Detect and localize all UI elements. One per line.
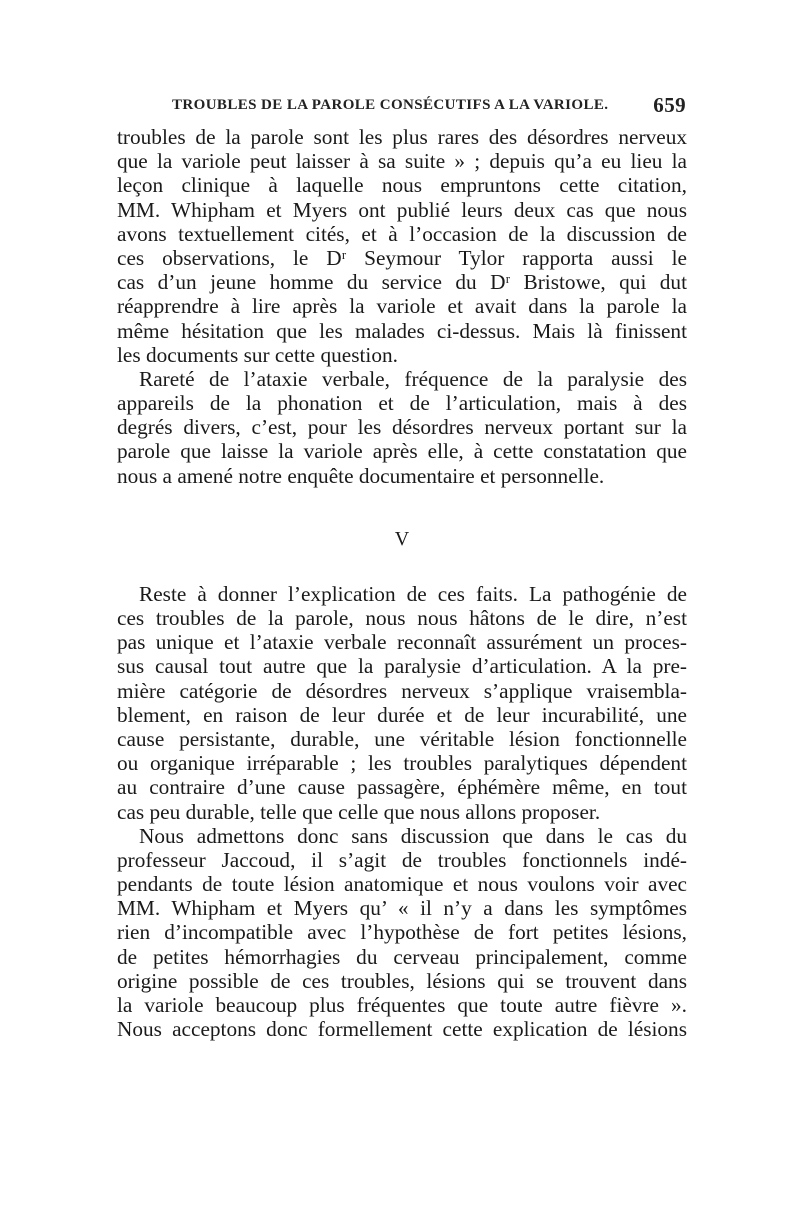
text-line: degrés divers, c’est, pour les désordres nerveux portant sur la	[117, 415, 687, 440]
paragraph-3	[117, 582, 687, 824]
text-line: appareils de la phonation et de l’articulation, mais à des	[117, 391, 687, 416]
text-line: Nous acceptons donc formellement cette explication de lésions	[117, 1017, 687, 1042]
text-line: même hésitation que les malades ci-dessus. Mais là finissent	[117, 318, 687, 343]
text-line: les documents sur cette question.	[117, 342, 398, 367]
section-heading: V	[394, 527, 410, 550]
text-line: leçon clinique à laquelle nous empruntons cette citation,	[117, 173, 687, 198]
text-line: sus causal tout autre que la paralysie d’articulation. A la pre-	[117, 654, 687, 679]
text-line: Nous admettons donc sans discussion que dans le cas du	[139, 823, 687, 848]
text-line: ou organique irréparable ; les troubles paralytiques dépendent	[117, 751, 687, 776]
text-line: réapprendre à lire après la variole et avait dans la parole la	[117, 294, 687, 319]
text-line: troubles de la parole sont les plus rares des désordres nerveux	[117, 125, 687, 149]
text-line: professeur Jaccoud, il s’agit de troubles fonctionnels indé-	[117, 847, 687, 872]
text-line: mière catégorie de désordres nerveux s’applique vraisembla-	[117, 678, 687, 703]
text-line: de petites hémorrhagies du cerveau principalement, comme	[117, 944, 687, 969]
text-line: MM. Whipham et Myers qu’ « il n’y a dans les symptômes	[117, 896, 687, 921]
text-line: pas unique et l’ataxie verbale reconnaît assurément un proces-	[117, 630, 687, 655]
body-text	[117, 125, 687, 1041]
text-line: cas peu durable, telle que celle que nous allons proposer.	[117, 799, 601, 824]
page-number: 659	[653, 93, 686, 117]
text-line: Rareté de l’ataxie verbale, fréquence de la paralysie des	[139, 366, 687, 391]
text-line: parole que laisse la variole après elle, à cette constatation que	[117, 439, 687, 464]
text-line: origine possible de ces troubles, lésions qui se trouvent dans	[117, 968, 687, 993]
text-line: ces troubles de la parole, nous nous hâtons de le dire, n’est	[117, 606, 687, 630]
text-line: blement, en raison de leur durée et de leur incurabilité, une	[117, 702, 687, 727]
text-line: MM. Whipham et Myers ont publié leurs deux cas que nous	[117, 197, 687, 222]
text-line: ces observations, le Dʳ Seymour Tylor rapporta aussi le	[117, 245, 687, 270]
text-line: la variole beaucoup plus fréquentes que toute autre fièvre ».	[117, 993, 687, 1017]
text-line: nous a amené notre enquête documentaire et personnelle.	[117, 463, 605, 488]
text-line: avons textuellement cités, et à l’occasion de la discussion de	[117, 221, 687, 246]
running-head-title: TROUBLES DE LA PAROLE CONSÉCUTIFS A LA VARIOLE.	[172, 97, 609, 113]
paragraph-2	[117, 367, 687, 488]
text-line: cas d’un jeune homme du service du Dʳ Bristowe, qui dut	[117, 270, 687, 295]
running-head	[118, 93, 686, 117]
text-line: au contraire d’une cause passagère, éphémère même, en tout	[117, 775, 687, 800]
text-line: cause persistante, durable, une véritable lésion fonctionnelle	[117, 726, 687, 751]
text-line: Reste à donner l’explication de ces faits. La pathogénie de	[139, 581, 687, 606]
text-line: pendants de toute lésion anatomique et nous voulons voir avec	[117, 872, 687, 897]
text-line: rien d’incompatible avec l’hypothèse de fort petites lésions,	[117, 920, 687, 945]
text-line: que la variole peut laisser à sa suite » ; depuis qu’a eu lieu la	[117, 149, 687, 174]
paragraph-1	[117, 125, 687, 367]
paragraph-4	[117, 824, 687, 1042]
